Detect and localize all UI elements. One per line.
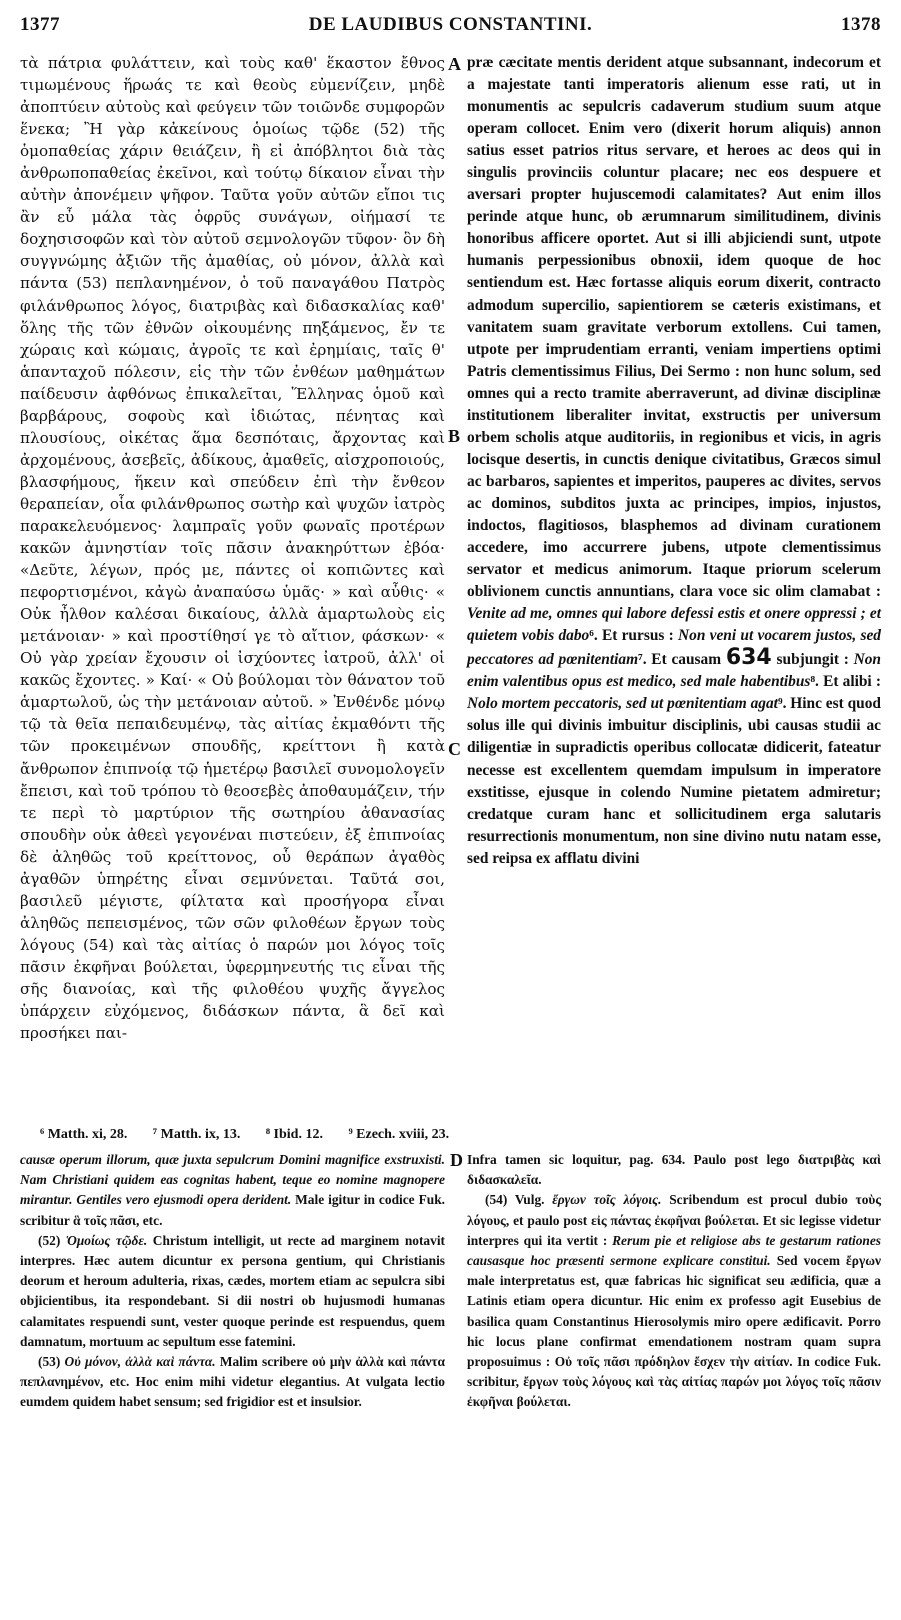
note-text: Sed vocem ἔργων male interpretatus est, quæ fabricas hic significat seu ædificia, quæ a Latinis etiam opera dicuntur. Hic enim ex professo agit Eusebius de basilica quam Constantinus Hierosolymis miro opere ædificavit. Porro hic locus plane confirmat emendationem nostram quam supra proposuimus : Οὐ τοῖς πᾶσι πρόδηλον ἔσχεν τὴν αἰτίαν. In codice Fuk. scribitur, ἔργων τοὺς λόγους καὶ τὰς αἰτίας παρών μοι λόγος τοῖς πᾶσιν ἐκφῆναι βούλεται. [467, 1253, 881, 1410]
note-52 [20, 1231, 445, 1352]
note-text: Malim scribere οὐ μὴν ἀλλὰ καὶ πάντα πεπλανημένον, etc. Hoc enim mihi videtur elegantius. At vulgata lectio eumdem quidem habet sensum; sed frigidior est et insulsior. [20, 1354, 445, 1410]
note-number: (53) [38, 1354, 61, 1370]
note-text: Vulg. [514, 1192, 545, 1208]
footnote-ref: ⁷ Matth. ix, 13. [152, 1127, 241, 1142]
column-number-634: 634 [725, 645, 772, 671]
latin-text-part: ⁶. Et rursus : [589, 627, 674, 645]
greek-column: τὰ πάτρια φυλάττειν, καὶ τοὺς καθ' ἕκαστον ἔθνος τιμωμένους ἥρωάς τε καὶ θεοὺς εὐμενίζειν, μηδὲ ἀποπτύειν αὐτοὺς καὶ φεύγειν τῶν τοιῶνδε συμφορῶν ἕνεκα; Ἢ γὰρ κἀκείνους ὁμοίως τῷδε (52) τῆς ὁμοπαθείας χάριν θειάζειν, ἢ εἰ ἀπόβλητοι διὰ τὰς ἀνθρωποπαθείας ἐκεῖνοι, καὶ τούτῳ δίκαιον εἶναι τὴν αὐτὴν ἀπονέμειν ψῆφον. Ταῦτα γοῦν αὐτῶν εἴποι τις ἂν εὖ μάλα τὰς ὀφρῦς συνάγων, οἰήμασί τε δοχησισοφῶν καὶ τὸν αὐτοῦ σεμνολογῶν τῦφον· ὃν δὴ συγγνώμης ἀξιῶν τῆς ἀμαθίας, οὐ μόνον, ἀλλὰ καὶ πάντα (53) πεπλανημένον, ὁ τοῦ παναγάθου Πατρὸς φιλάνθρωπος λόγος, διατριβὰς καὶ διδασκαλίας καθ' ὅλης τῆς τῶν ἐθνῶν οἰκουμένης πηξάμενος, ἔν τε χώραις καὶ κώμαις, ἀγροῖς τε καὶ ἐρημίαις, ταῖς θ' ἁπανταχοῦ πόλεσιν, εἰς τὴν τῶν ἐνθέων μαθημάτων παίδευσιν ἀφθόνως ἐπικαλεῖται, Ἕλληνας ὁμοῦ καὶ βαρβάρους, σοφοὺς καὶ ἰδιώτας, πένητας καὶ πλουσίους, οἰκέτας ἅμα δεσπόταις, ἄρχοντας καὶ ἀρχομένους, ἀσεβεῖς, ἀδίκους, ἀμαθεῖς, αἰσχροποιούς, βλασφήμους, ἥκειν καὶ σπεύδειν ἐπὶ τὴν ἔνθεον θεραπείαν, οἷα φιλάνθρωπος σωτὴρ καὶ ψυχῶν ἰατρὸς παρακελευόμενος· λαμπραῖς γοῦν φωναῖς προτέρων κακῶν ἀμνηστίαν τοῖς πᾶσιν ἀνακηρύττων ἐβόα· «Δεῦτε, λέγων, πρός με, πάντες οἱ κοπιῶντες καὶ πεφορτισμένοι, κἀγὼ ἀναπαύσω ὑμᾶς· » καὶ αὖθις· « Οὐκ ἦλθον καλέσαι δικαίους, ἀλλὰ ἁμαρτωλοὺς εἰς μετάνοιαν· » καὶ προστίθησί γε τὸ αἴτιον, φάσκων· « Οὐ γὰρ χρείαν ἔχουσιν οἱ ἰσχύοντες ἰατροῦ, ἀλλ' οἱ κακῶς ἔχοντες. » Καί· « Οὐ βούλομαι τὸν θάνατον τοῦ ἁμαρτωλοῦ, ὡς τὴν μετάνοιαν αὐτοῦ. » Ἐνθένδε μόνῳ τῷ τὰ θεῖα πεπαιδευμένῳ, τὰς αἰτίας ἐκμαθόντι τῆς τῶν προκειμένων σπουδῆς, κρείττονι ἢ κατὰ ἄνθρωπον ἐπιπνοίᾳ τῷ ἡμετέρῳ βασιλεῖ συνομολογεῖν ἔπεισι, καὶ τοῦ τρόπου τὸ θεοσεβὲς ἀποθαυμάζειν, τήν τε περὶ τὸ μαρτύριον τῆς σωτηρίου ἀθανασίας σπουδὴν οὐκ ἀθεεὶ γεγονέναι πιστεύειν, ἐξ ἐπιπνοίας δὲ ἀληθῶς τοῦ κρείττονος, οὗ θεράπων ἀγαθὸς ἀγαθῶν ὑπηρέτης εἶναι σεμνύνεται. Ταῦτά σοι, βασιλεῦ μέγιστε, φίλτατα καὶ προσήγορα εἶναι ἀληθῶς πεπεισμένος, τῶν σῶν φιλοθέων ἔργων τοὺς λόγους (54) καὶ τὰς αἰτίας ὁ παρών μοι λόγος τοῖς πᾶσιν ἐκφῆναι βούλεται, ὑφερμηνευτής τις εἶναι τῆς σῆς διανοίας, καὶ τῆς φιλοθέου ψυχῆς ἄγγελος ὑπάρχειν εὐχόμενος, διδάσκων πάντα, ἃ δεῖ καὶ προσήκει παι- [20, 54, 445, 1043]
notes-right-column [467, 1150, 881, 1413]
latin-quote: Venite ad me, omnes qui labore defessi estis et onere oppressi ; et quietem vobis dabo [467, 605, 881, 645]
note-italic: causæ operum illorum, quæ juxta sepulcrum Domini magnifice exstruxisti. Nam Christiani quidem eas cognitas habent, teque eo nomine magnopere mirantur. Gentiles vero ejusmodi opera derident. [20, 1152, 445, 1208]
note-51-continued [20, 1150, 445, 1231]
note-54 [467, 1190, 881, 1412]
note-text: Male igitur in codice Fuk. scribitur ἃ τοῖς πᾶσι, etc. [20, 1192, 445, 1228]
latin-quote: Nolo mortem peccatoris, sed ut pœnitentiam agat [467, 695, 778, 713]
note-53-continued: Infra tamen sic loquitur, pag. 634. Paulo post lego διατριβὰς καὶ διδασκαλεῖα. [467, 1152, 881, 1188]
page-number-left: 1377 [20, 14, 60, 35]
note-number: (52) [38, 1232, 61, 1248]
note-text: Christum intelligit, ut recte ad marginem notavit interpres. Hæc autem dicuntur ex persona gentium, qui Christianis deorum et heroum adulteria, rixas, cædes, mortem etiam ac sepulcra sibi objicientibus, ita respondebant. Si dii nostri ob hujusmodi humanas calamitates respuendi sunt, vester quoque perinde est respuendus, quem damnatum, mortuum ac sepultum esse fatemini. [20, 1232, 445, 1349]
margin-marker-d: D [450, 1150, 463, 1170]
footnote-ref: ⁸ Ibid. 12. [265, 1127, 323, 1142]
footnote-ref: ⁶ Matth. xi, 28. [40, 1127, 128, 1142]
note-italic: Οὐ μόνον, ἀλλὰ καὶ πάντα. [64, 1354, 216, 1370]
page-number-right: 1378 [841, 14, 881, 35]
note-text: Scribendum est procul dubio τοὺς λόγους, et paulo post εἰς πάντας ἐκφῆναι βούλεται. Et sic legisse videtur interpres qui ita vertit : [467, 1192, 881, 1248]
note-53 [20, 1352, 445, 1413]
footnote-ref: ⁹ Ezech. xviii, 23. [348, 1127, 450, 1142]
notes-left-column [20, 1150, 445, 1413]
footnote-references [40, 1127, 880, 1143]
note-italic: Rerum pie et religiose abs te gestarum rationes causasque hoc præsenti sermone explicare constitui. [467, 1232, 881, 1269]
running-title: DE LAUDIBUS CONSTANTINI. [308, 14, 593, 35]
latin-text-part: ⁹. Hinc est quod solus ille qui divinis imbuitur disciplinis, ubi causas studii ac diligentiæ in supradictis operibus collocatæ didicerit, fateatur necesse est excellentem quemdam impulsum in imperatore exstitisse, ejusque in colendo Numine pietatem admiretur; credatque curam hanc et sollicitudinem erga salutaris resurrectionis monumentum, non sine divino nutu natam esse, sed reipsa ex afflatu divini [467, 695, 881, 867]
latin-text-part: ⁸. Et alibi : [810, 673, 882, 691]
note-italic: ἔργων τοῖς λόγοις. [552, 1192, 662, 1208]
latin-column [467, 52, 881, 870]
margin-marker-a: A [448, 54, 461, 74]
latin-quote: Non enim valentibus opus est medico, sed male habentibus [467, 651, 881, 691]
margin-marker-b: B [448, 426, 461, 446]
latin-text-part: præ cæcitate mentis derident atque subsannant, indecorum et a majestate tanti imperatoris alienum esse rati, ut in monumentis ac sepulcris cadaverum studium suum atque operam collocet. Enim vero (dixerit horum aliquis) annon satius esset patrios ritus servare, et heroes ac deos qui in singulis provinciis coluntur placare; nec eos despuere et aversari propter hujuscemodi calamitates? Aut enim illos perinde atque hunc, ob ærumnarum similitudinem, divinis honoribus afficere oportet. Aut si illi abjiciendi sunt, utpote humanis perpessionibus obnoxii, idem quoque de hoc sentiendum est. Hæc fortasse aliquis eorum dixerit, contracto admodum supercilio, sapientiorem se cæteris existimans, et vanitatem suam gravitate verborum extollens. Cui tamen, utpote per imprudentiam erranti, veniam impertiens optimi Patris clementissimus Filius, Dei Sermo : non hunc solum, sed omnes qui a recto tramite aberraverunt, ad divinæ disciplinæ institutionem liberaliter invitat, exstructis per universum orbem scholis atque auditoriis, in regionibus et vicis, in agris locisque desertis, in cunctis denique civitatibus, Græcos simul ac barbaros, sapientes et imperitos, pauperes ac divites, servos ac dominos, subditos juxta ac principes, impios, injustos, indoctos, flagitiosos, blasphemos ad divinam curationem accedere, imo accurrere jubens, utpote clementissimus servator et medicus animorum. Itaque priorum scelerum oblivionem cunctis annuntians, clara voce sic olim clamabat : [467, 54, 881, 601]
latin-text-part: ⁷. Et causam [638, 651, 722, 669]
latin-quote: Non veni ut vocarem justos, sed peccatores ad pœnitentiam [467, 627, 882, 669]
note-number: (54) [485, 1192, 508, 1208]
latin-text-part: subjungit : [776, 651, 849, 669]
note-italic: Ὁμοίως τῷδε. [65, 1232, 148, 1248]
margin-marker-c: C [448, 739, 461, 759]
page-header [20, 14, 881, 42]
